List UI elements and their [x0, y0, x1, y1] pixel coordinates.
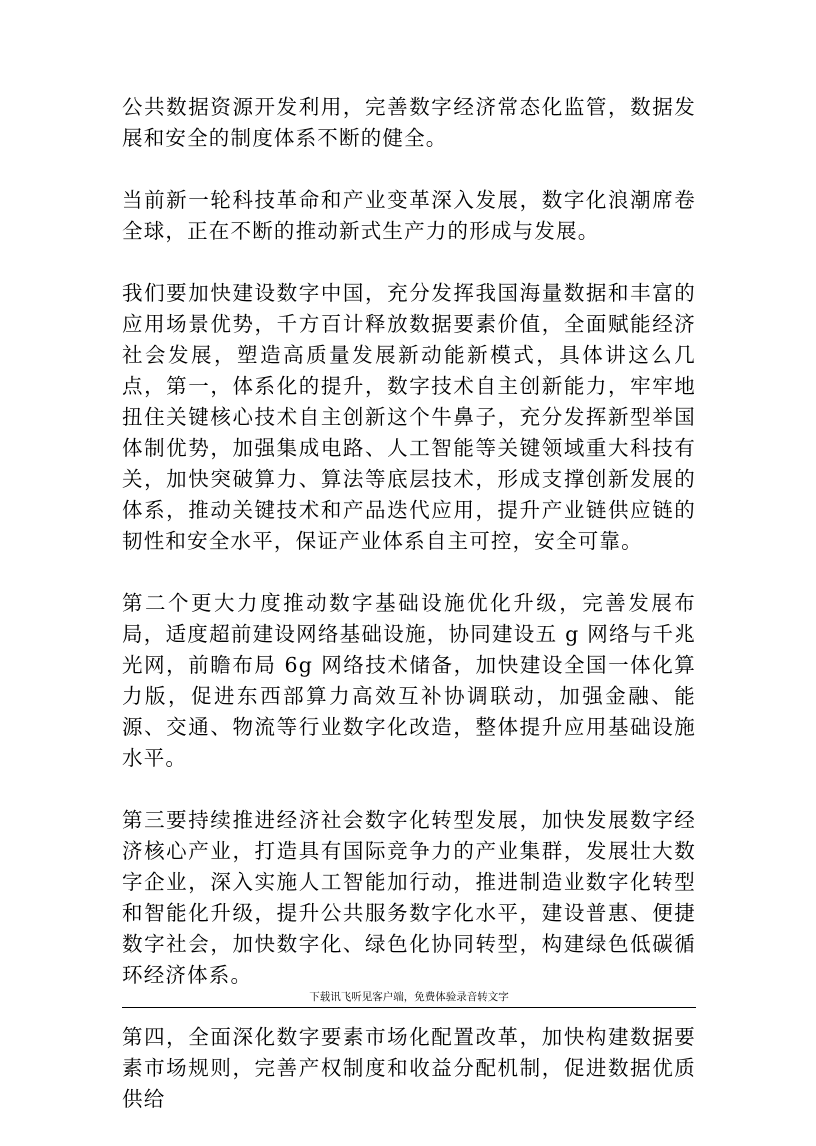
- paragraph-6: 第四，全面深化数字要素市场化配置改革，加快构建数据要素市场规则，完善产权制度和收益分配机制，促进数据优质供给: [122, 1025, 696, 1111]
- paragraph-5: 第三要持续推进经济社会数字化转型发展，加快发展数字经济核心产业，打造具有国际竞争力的产业集群，发展壮大数字企业，深入实施人工智能加行动，推进制造业数字化转型和智能化升级，提升公共服务数字化水平，建设普惠、便捷数字社会，加快数字化、绿色化协同转型，构建绿色低碳循环经济体系。: [122, 808, 696, 987]
- page-footer-text: 下载讯飞听见客户端，免费体验录音转文字: [309, 991, 509, 1003]
- footer-divider: [122, 1007, 696, 1008]
- paragraph-4: 第二个更大力度推动数字基础设施优化升级，完善发展布局，适度超前建设网络基础设施，协同建设五 g 网络与千兆光网，前瞻布局 6g 网络技术储备，加快建设全国一体化算力版，促进东西部算力高效互补协调联动，加强金融、能源、交通、物流等行业数字化改造，整体提升应用基础设施水平。: [122, 591, 696, 770]
- paragraph-3: 我们要加快建设数字中国，充分发挥我国海量数据和丰富的应用场景优势，千方百计释放数据要素价值，全面赋能经济社会发展，塑造高质量发展新动能新模式，具体讲这么几点，第一，体系化的提升，数字技术自主创新能力，牢牢地扭住关键核心技术自主创新这个牛鼻子，充分发挥新型举国体制优势，加强集成电路、人工智能等关键领域重大科技有关，加快突破算力、算法等底层技术，形成支撑创新发展的体系，推动关键技术和产品迭代应用，提升产业链供应链的韧性和安全水平，保证产业体系自主可控，安全可靠。: [122, 281, 696, 553]
- paragraph-2: 当前新一轮科技革命和产业变革深入发展，数字化浪潮席卷全球，正在不断的推动新式生产力的形成与发展。: [122, 188, 696, 243]
- document-body: [122, 92, 696, 1146]
- paragraph-1: 公共数据资源开发利用，完善数字经济常态化监管，数据发展和安全的制度体系不断的健全。: [122, 95, 696, 150]
